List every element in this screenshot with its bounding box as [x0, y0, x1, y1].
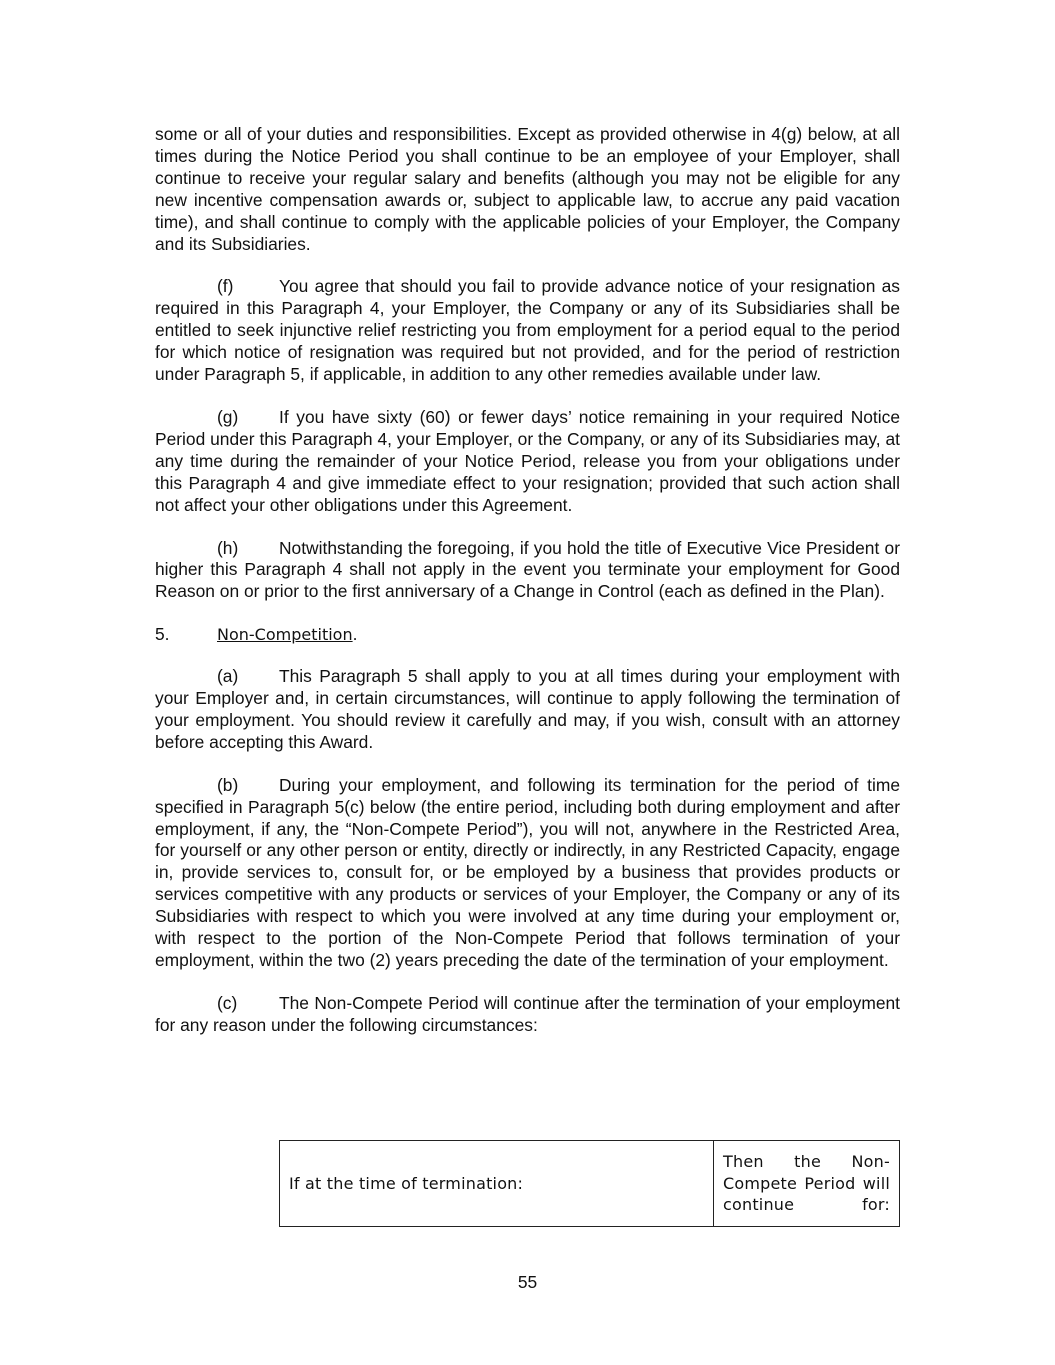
section-title: Non-Competition	[217, 625, 353, 645]
paragraph-4f	[155, 276, 900, 386]
paragraph-label: (a)	[217, 666, 239, 687]
paragraph-label: (h)	[217, 537, 239, 558]
document-body	[155, 124, 900, 1058]
paragraph-text: Notwithstanding the foregoing, if you hold the title of Executive Vice President or higher this Paragraph 4 shall not apply in the event you terminate your employment for Good Reason on or prior to the first anniversary of a Change in Control (each as defined in the Plan).	[155, 537, 900, 602]
table-header-right-text: Then the Non-Compete Period will continue for:	[723, 1152, 890, 1215]
paragraph-4h	[155, 538, 900, 604]
paragraph-continuation: some or all of your duties and responsibilities. Except as provided otherwise in 4(g) below, at all times during the Notice Period you shall continue to be an employee of your Employer, shall continue to receive your regular salary and benefits (although you may not be eligible for any new incentive compensation awards or, subject to applicable law, to accrue any paid vacation time), and shall continue to comply with the applicable policies of your Employer, the Company and its Subsidiaries.	[155, 124, 900, 254]
non-compete-table	[279, 1140, 900, 1227]
paragraph-label: (c)	[217, 992, 238, 1013]
paragraph-text: During your employment, and following its termination for the period of time specified in Paragraph 5(c) below (the entire period, including both during employment and after employment, if any, the “Non-Compete Period”), you will not, anywhere in the Restricted Area, for yourself or any other person or entity, directly or indirectly, in any Restricted Capacity, engage in, provide services to, consult for, or be employed by a business that provides products or services competitive with any products or services of your Employer, the Company or any of its Subsidiaries with respect to which you were involved at any time during your employment or, with respect to the portion of the Non-Compete Period that follows termination of your employment, within the two (2) years preceding the date of the termination of your employment.	[155, 774, 900, 970]
table-header-left-text: If at the time of termination:	[289, 1174, 524, 1193]
section-title-period: .	[352, 624, 358, 645]
paragraph-text: This Paragraph 5 shall apply to you at all times during your employment with your Employer and, in certain circumstances, will continue to apply following the termination of your employment. You should review it carefully and may, if you wish, consult with an attorney before accepting this Award.	[155, 666, 900, 752]
table-header-right	[714, 1141, 899, 1226]
paragraph-text: You agree that should you fail to provide advance notice of your resignation as required in this Paragraph 4, your Employer, the Company or any of its Subsidiaries shall be entitled to seek injunctive relief restricting you from employment for a period equal to the period for which notice of resignation was required but not provided, and for the period of restriction under Paragraph 5, if applicable, in addition to any other remedies available under law.	[155, 276, 900, 385]
paragraph-5b	[155, 775, 900, 972]
paragraph-label: (f)	[217, 276, 234, 297]
table-header-left	[280, 1141, 714, 1226]
paragraph-text: The Non-Compete Period will continue after the termination of your employment for any reason under the following circumstances:	[155, 992, 900, 1035]
paragraph-label: (g)	[217, 406, 239, 427]
section-heading-5	[155, 624, 900, 646]
paragraph-4g	[155, 407, 900, 517]
paragraph-label: (b)	[217, 774, 239, 795]
section-number: 5.	[155, 624, 170, 645]
paragraph-5a	[155, 666, 900, 754]
paragraph-text: If you have sixty (60) or fewer days’ notice remaining in your required Notice Period under this Paragraph 4, your Employer, or the Company, or any of its Subsidiaries may, at any time during the remainder of your Notice Period, release you from your obligations under this Paragraph 4 and give immediate effect to your resignation; provided that such action shall not affect your other obligations under this Agreement.	[155, 406, 900, 515]
page-number: 55	[517, 1272, 538, 1292]
paragraph-5c	[155, 993, 900, 1037]
